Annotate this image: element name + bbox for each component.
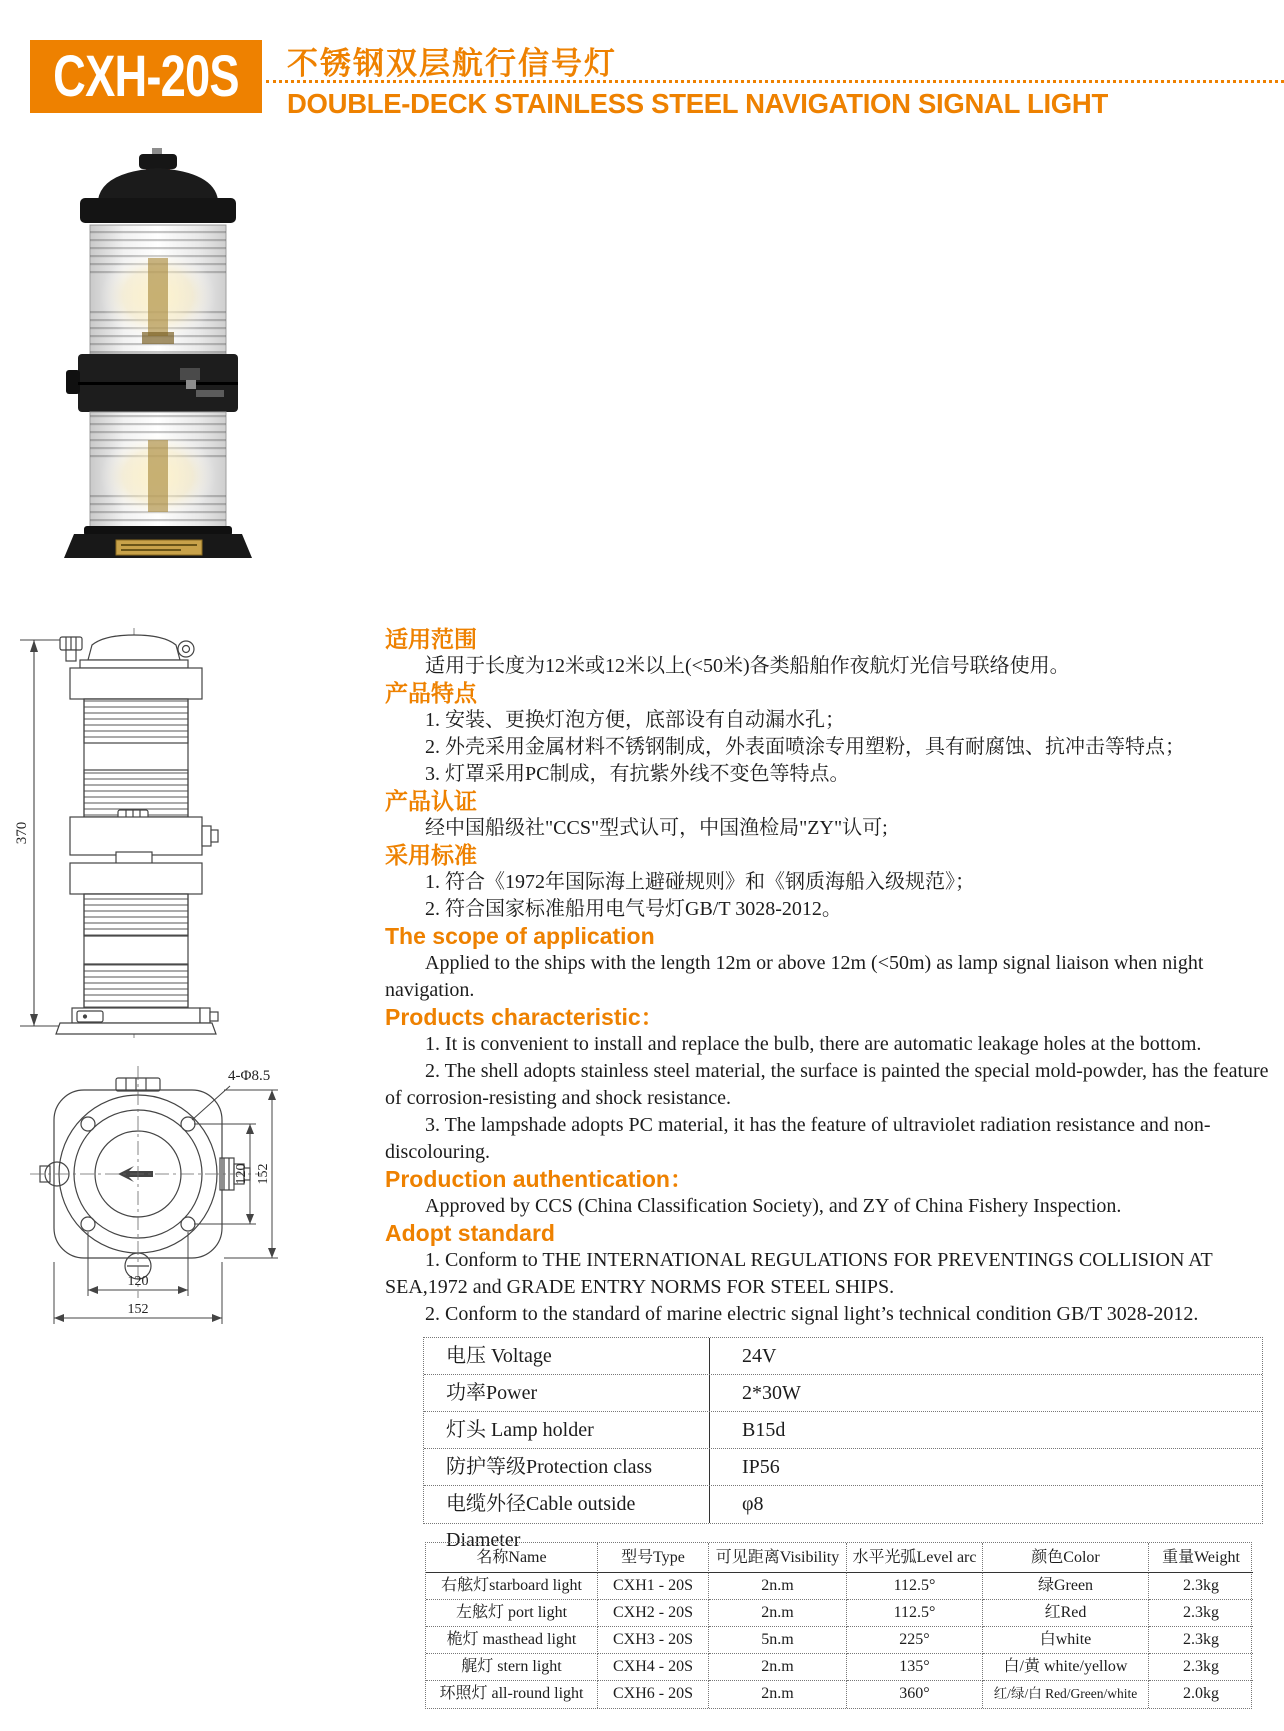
cell: 225° <box>847 1627 983 1654</box>
model-logo-block <box>30 40 262 113</box>
holes-label: 4-Φ8.5 <box>228 1068 271 1084</box>
cell: 2n.m <box>709 1681 847 1708</box>
body-line: 1. It is convenient to install and replace the bulb, there are automatic leakage holes at the bottom. <box>425 1033 1202 1055</box>
cell: CXH6 - 20S <box>598 1681 709 1708</box>
cell: 红/绿/白 Red/Green/white <box>983 1681 1149 1708</box>
cell: 112.5° <box>847 1600 983 1627</box>
cell: CXH1 - 20S <box>598 1573 709 1600</box>
body-line: 1. Conform to THE INTERNATIONAL REGULATIONS FOR PREVENTINGS COLLISION AT SEA,1972 and GRADE ENTRY NORMS FOR STEEL SHIPS. <box>385 1249 1213 1298</box>
cell: 112.5° <box>847 1573 983 1600</box>
column-header: 名称Name <box>426 1543 598 1573</box>
cell: 360° <box>847 1681 983 1708</box>
column-header: 可见距离Visibility <box>709 1543 847 1573</box>
dim-152-vertical: 152 <box>256 1163 271 1185</box>
column-header: 型号Type <box>598 1543 709 1573</box>
model-number: CXH-20S <box>53 44 239 109</box>
bottom-body-outline <box>40 1078 250 1279</box>
body-line: 3. 灯罩采用PC制成，有抗紫外线不变色等特点。 <box>425 763 850 785</box>
cell: CXH3 - 20S <box>598 1627 709 1654</box>
spec-value: φ8 <box>742 1493 764 1515</box>
spec-table <box>423 1337 1263 1551</box>
page-title-chinese: 不锈钢双层航行信号灯 <box>287 46 617 81</box>
cell: 红Red <box>983 1600 1149 1627</box>
section-title-standard-en: Adopt standard <box>385 1220 555 1246</box>
cell: 2n.m <box>709 1573 847 1600</box>
photo-base <box>64 526 252 558</box>
cell: 右舷灯starboard light <box>426 1573 598 1600</box>
spec-label: 功率Power <box>424 1375 710 1411</box>
cell: 绿Green <box>983 1573 1149 1600</box>
page-title-english: DOUBLE-DECK STAINLESS STEEL NAVIGATION SIGNAL LIGHT <box>287 88 1108 119</box>
spec-label: 电缆外径Cable outside Diameter <box>424 1486 710 1523</box>
bottom-centerlines <box>30 1066 262 1298</box>
spec-value: 24V <box>742 1345 777 1367</box>
table-row <box>424 1449 1262 1486</box>
body-line: Approved by CCS (China Classification Society), and ZY of China Fishery Inspection. <box>425 1195 1122 1217</box>
dim-152-horizontal: 152 <box>127 1302 149 1317</box>
table-row <box>426 1573 1251 1600</box>
column-header: 重量Weight <box>1149 1543 1253 1573</box>
cell: 5n.m <box>709 1627 847 1654</box>
cell: 2.0kg <box>1183 1685 1219 1702</box>
table-header-row <box>426 1543 1251 1573</box>
bottom-dim-arrows <box>54 1090 276 1322</box>
models-table <box>425 1542 1252 1709</box>
photo-lower-lens <box>90 412 226 532</box>
column-header: 水平光弧Level arc <box>847 1543 983 1573</box>
cell: 环照灯 all-round light <box>426 1681 598 1708</box>
cell: 2.3kg <box>1149 1573 1253 1600</box>
dim-120-vertical: 120 <box>234 1163 249 1185</box>
column-header: 颜色Color <box>983 1543 1149 1573</box>
section-title-scope-en: The scope of application <box>385 923 655 949</box>
cell: 白/黄 white/yellow <box>983 1654 1149 1681</box>
cell: 2.3kg <box>1149 1654 1253 1681</box>
table-row <box>426 1600 1251 1627</box>
photo-upper-lens <box>90 225 226 354</box>
spec-value: IP56 <box>742 1456 780 1478</box>
side-view-drawing <box>14 620 236 1044</box>
section-title-certification-cn: 产品认证 <box>385 788 477 814</box>
dim-120-horizontal: 120 <box>127 1274 149 1289</box>
spec-value: 2*30W <box>742 1382 801 1404</box>
content-column <box>385 626 1284 1328</box>
section-title-standard-cn: 采用标准 <box>385 842 477 868</box>
section-title-authentication-en: Production authentication： <box>385 1166 693 1192</box>
cell: 桅灯 masthead light <box>426 1627 598 1654</box>
table-row <box>424 1375 1262 1412</box>
table-row <box>426 1627 1251 1654</box>
spec-label: 防护等级Protection class <box>424 1449 710 1485</box>
table-row <box>426 1654 1251 1681</box>
cell: 左舷灯 port light <box>426 1600 598 1627</box>
body-line: 1. 符合《1972年国际海上避碰规则》和《钢质海船入级规范》； <box>425 871 975 893</box>
side-body-outline <box>56 635 218 1034</box>
section-title-scope-cn: 适用范围 <box>385 626 477 652</box>
section-title-features-cn: 产品特点 <box>385 680 477 706</box>
body-line: 2. The shell adopts stainless steel material, the surface is painted the special mold-powder, has the feature of corrosion-resisting and shock resistance. <box>385 1060 1269 1109</box>
cell: 艉灯 stern light <box>426 1654 598 1681</box>
spec-label: 灯头 Lamp holder <box>424 1412 710 1448</box>
cell: CXH4 - 20S <box>598 1654 709 1681</box>
body-line: 2. Conform to the standard of marine electric signal light’s technical condition GB/T 3028-2012. <box>425 1303 1199 1325</box>
body-line: Applied to the ships with the length 12m or above 12m (<50m) as lamp signal liaison when night navigation. <box>385 952 1204 1001</box>
table-row <box>424 1486 1262 1551</box>
body-line: 适用于长度为12米或12米以上(<50米)各类船舶作夜航灯光信号联络使用。 <box>425 655 1070 677</box>
product-photo <box>40 146 278 562</box>
cell: 2.3kg <box>1149 1600 1253 1627</box>
cell: 2n.m <box>709 1654 847 1681</box>
body-line: 经中国船级社"CCS"型式认可，中国渔检局"ZY"认可; <box>425 817 888 839</box>
photo-cap <box>80 148 236 223</box>
bottom-view-drawing <box>24 1046 286 1334</box>
spec-label: 电压 Voltage <box>424 1338 710 1374</box>
section-title-characteristic-en: Products characteristic： <box>385 1004 664 1030</box>
table-row <box>424 1412 1262 1449</box>
cell: 2n.m <box>709 1600 847 1627</box>
cell: CXH2 - 20S <box>598 1600 709 1627</box>
table-row <box>424 1338 1262 1375</box>
cell: 2.3kg <box>1149 1627 1253 1654</box>
body-line: 2. 外壳采用金属材料不锈钢制成，外表面喷涂专用塑粉，具有耐腐蚀、抗冲击等特点； <box>425 736 1185 758</box>
body-line: 2. 符合国家标准船用电气号灯GB/T 3028-2012。 <box>425 898 842 920</box>
bottom-dimension-lines <box>54 1086 278 1324</box>
cell: 白white <box>983 1627 1149 1654</box>
body-line: 3. The lampshade adopts PC material, it has the feature of ultraviolet radiation resistance and non-discolouring. <box>385 1114 1211 1163</box>
cell: 135° <box>847 1654 983 1681</box>
dim-370-label: 370 <box>14 821 30 845</box>
photo-mid-band <box>66 354 238 412</box>
body-line: 1. 安装、更换灯泡方便，底部设有自动漏水孔； <box>425 709 845 731</box>
table-row <box>426 1681 1251 1708</box>
dotted-divider <box>266 80 1284 83</box>
spec-value: B15d <box>742 1419 786 1441</box>
